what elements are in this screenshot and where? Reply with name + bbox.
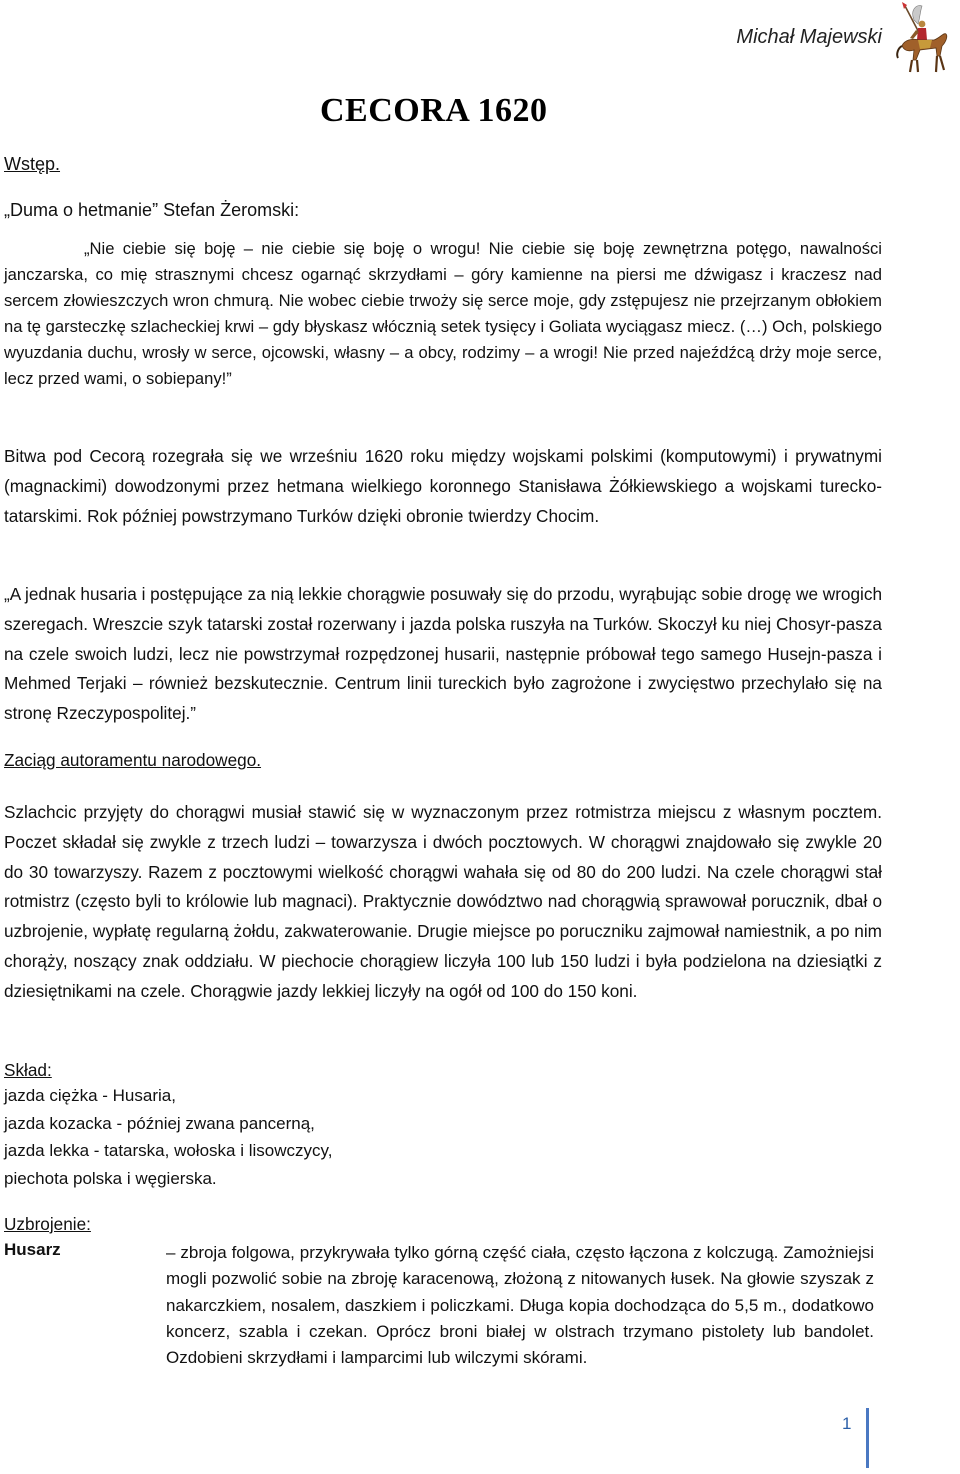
zeromski-quote	[4, 236, 882, 392]
document-title: CECORA 1620	[320, 92, 548, 129]
list-item: jazda lekka - tatarska, wołoska i lisowczycy,	[4, 1141, 333, 1160]
zeromski-quote-text: „Nie ciebie się boję – nie ciebie się boję o wrogu! Nie ciebie się boję zewnętrzna potęgo, nawalności janczarska, co mię strasznymi chcesz ogarnąć skrzydłami – góry kamienne na piersi me dźwigasz i kraczesz nad sercem złowieszczych wron chmurą. Nie wobec ciebie trwoży się serce moje, gdy zstępujesz nie przejrzanym obłokiem na tę garsteczkę szlacheckiej krwi – gdy błyskasz włócznią setek tysięcy i Goliata wyciągasz miecz. (…) Och, polskiego wyuzdania duchu, wrosły w serce, ojcowski, własny – a obcy, rodzimy – a wrogi! Nie przed najeźdźcą drży moje serce, lecz przed wami, o sobiepany!”	[4, 239, 882, 388]
hussar-rider-icon	[890, 2, 954, 76]
duma-source-line: „Duma o hetmanie” Stefan Żeromski:	[4, 200, 300, 220]
list-item: piechota polska i węgierska.	[4, 1168, 217, 1188]
szlachcic-paragraph: Szlachcic przyjęty do chorągwi musiał stawić się w wyznaczonym przez rotmistrza miejscu z własnym pocztem. Poczet składał się zwykle z trzech ludzi – towarzysza i dwóch pocztowych. W chorągwi znajdowało się zwykle 20 do 30 towarzyszy. Razem z pocztowymi wielkość chorągwi wahała się od 80 do 200 ludzi. Na czele chorągwi stał rotmistrz (często byli to królowie lub magnaci). Praktycznie dowództwo nad chorągwią sprawował porucznik, dbał o uzbrojenie, wypłatę regularną żołdu, zakwaterowanie. Drugie miejsce po poruczniku zajmował namiestnik, a po nim chorąży, noszący znak oddziału. W piechocie chorągiew liczyła 100 lub 150 ludzi i była podzielona na dziesiątki z dziesiętnikami na czele. Chorągwie jazdy lekkiej liczyły na ogół od 100 do 150 koni.	[4, 802, 882, 1001]
husarz-definition: – zbroja folgowa, przykrywała tylko górną część ciała, często łączona z kolczugą. Zamożniejsi mogli pozwolić sobie na zbroję karacenową, złożoną z nitowanych łusek. Na głowie szyszak z nakarczkiem, nosalem, daszkiem i policzkami. Długa kopia dochodząca do 5,5 m., dodatkowo koncerz, szabla i czekan. Oprócz broni białej w olstrach trzymano pistolety lub bandolet. Ozdobieni skrzydłami i lamparcimi lub wilczymi skórami.	[166, 1243, 874, 1368]
list-item: jazda kozacka - później zwana pancerną,	[4, 1113, 315, 1133]
sklad-heading: Skład:	[4, 1060, 52, 1080]
list-item: jazda ciężka - Husaria,	[4, 1086, 176, 1105]
page-number: 1	[842, 1414, 852, 1433]
sklad-list	[4, 1082, 332, 1192]
author-name: Michał Majewski	[736, 26, 882, 48]
uzbrojenie-heading: Uzbrojenie:	[4, 1214, 91, 1234]
zaciag-heading: Zaciąg autoramentu narodowego.	[4, 750, 262, 770]
battle-paragraph: Bitwa pod Cecorą rozegrała się we wrześniu 1620 roku między wojskami polskimi (komputowymi) i prywatnymi (magnackimi) dowodzonymi przez hetmana wielkiego koronnego Stanisława Żółkiewskiego a wojskami turecko-tatarskimi. Rok później powstrzymano Turków dzięki obronie twierdzy Chocim.	[4, 446, 882, 526]
intro-heading: Wstęp.	[4, 154, 61, 174]
footer-accent-bar	[866, 1408, 869, 1468]
husarz-term: Husarz	[4, 1240, 61, 1259]
husaria-quote-paragraph: „A jednak husaria i postępujące za nią lekkie chorągwie posuwały się do przodu, wyrąbując sobie drogę we wrogich szeregach. Wreszcie szyk tatarski został rozerwany i jazda polska ruszyła na Turków. Skoczył ku niej Chosyr-pasza na czele swoich ludzi, lecz nie powstrzymał rozpędzonej husarii, następnie próbował tego samego Husejn-pasza i Mehmed Terjaki – również bezskutecznie. Centrum linii tureckich było zagrożone i zwycięstwo przechylało się na stronę Rzeczypospolitej.”	[4, 584, 883, 724]
